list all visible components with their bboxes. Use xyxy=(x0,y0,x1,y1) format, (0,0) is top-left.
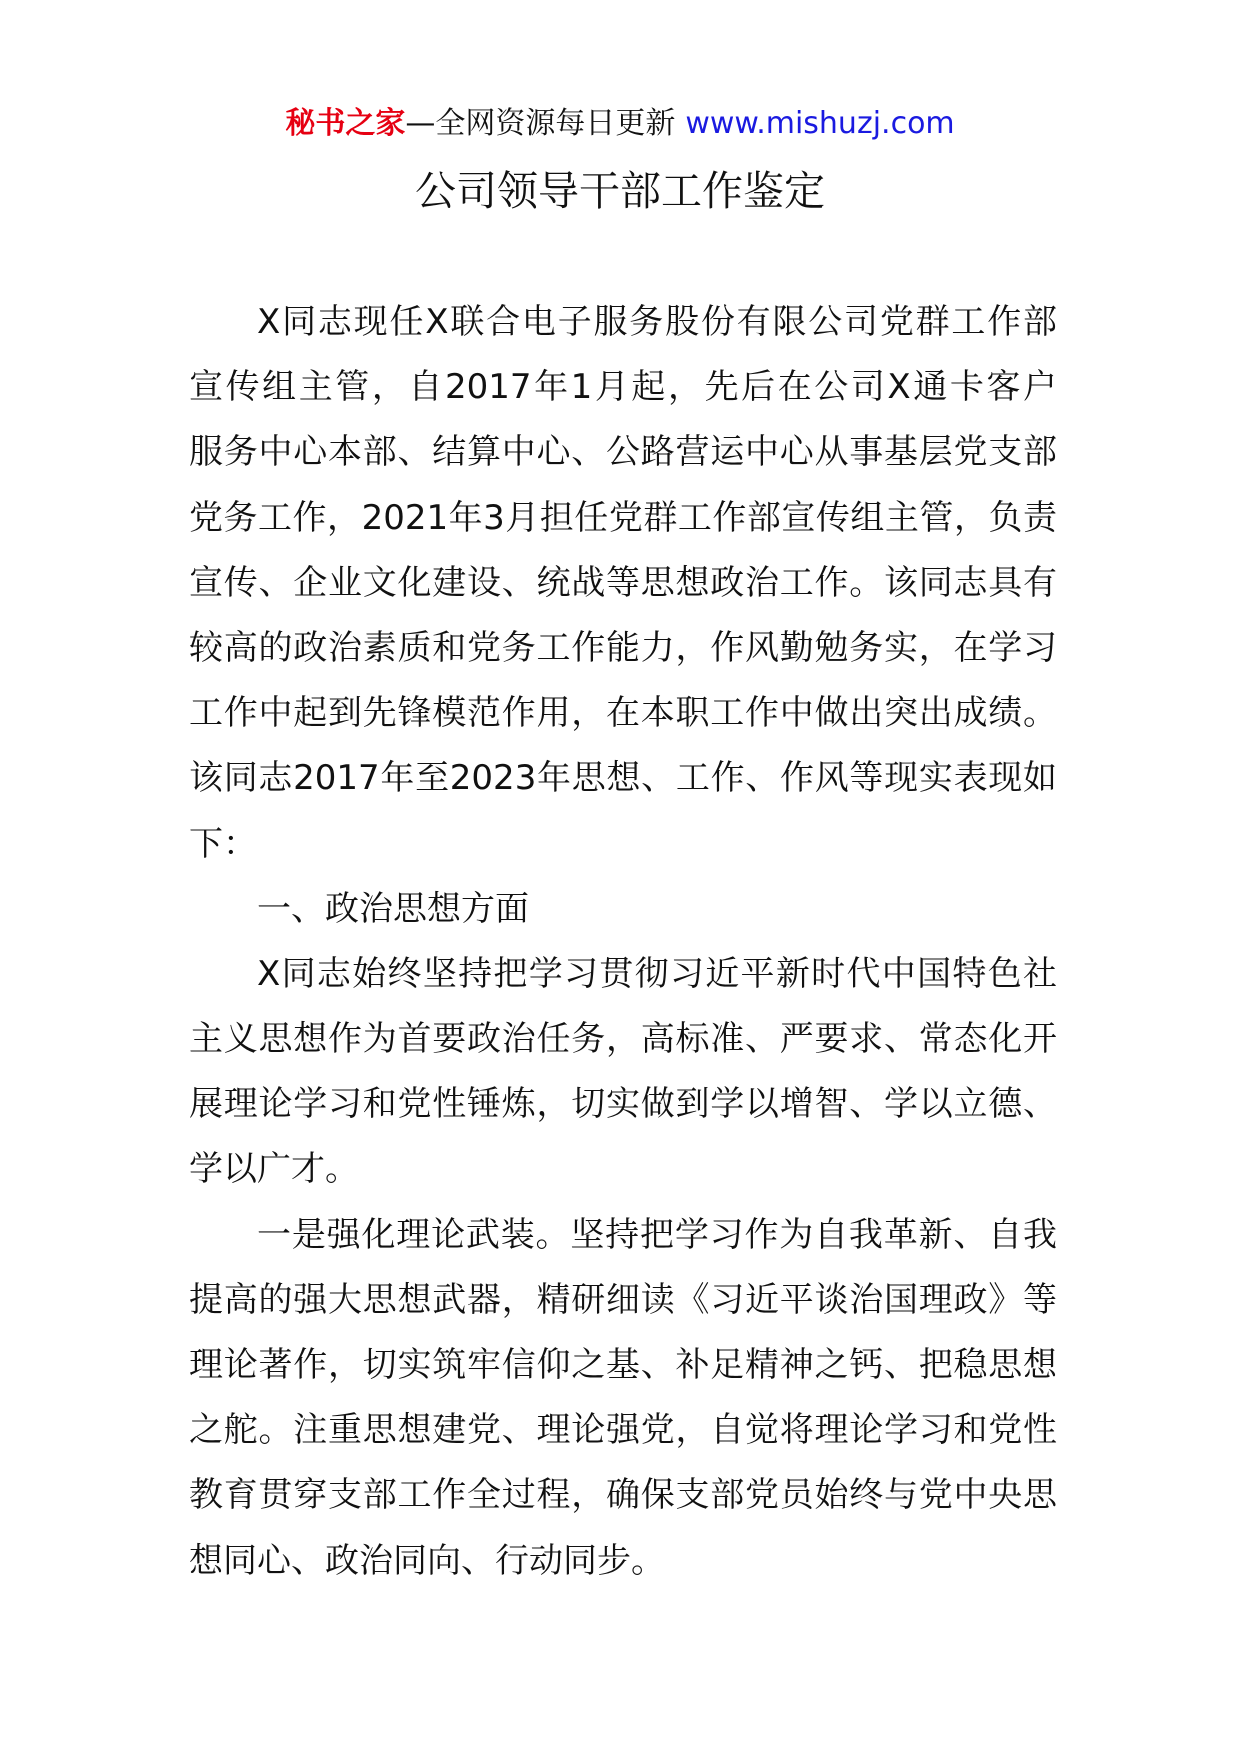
text-line: 宣传组主管，自2017年1月起，先后在公司X通卡客户 xyxy=(189,367,1057,408)
site-banner xyxy=(0,104,1240,144)
text-line: 提高的强大思想武器，精研细读《习近平谈治国理政》等 xyxy=(189,1279,1057,1320)
section-heading-text: 一、政治思想方面 xyxy=(257,888,529,929)
text-line: 宣传、企业文化建设、统战等思想政治工作。该同志具有 xyxy=(189,562,1057,603)
text-line: 党务工作，2021年3月担任党群工作部宣传组主管，负责 xyxy=(189,497,1057,538)
text-line: 理论著作，切实筑牢信仰之基、补足精神之钙、把稳思想 xyxy=(189,1345,1057,1385)
text-line: 学以广才。 xyxy=(189,1149,359,1190)
section-heading xyxy=(189,877,1057,942)
paragraph-intro xyxy=(189,290,1057,877)
text-line: 想同心、政治同向、行动同步。 xyxy=(189,1540,665,1581)
text-line: X同志现任X联合电子服务股份有限公司党群工作部 xyxy=(257,302,1057,342)
text-line: 之舵。注重思想建党、理论强党，自觉将理论学习和党性 xyxy=(189,1410,1057,1451)
text-line: 工作中起到先锋模范作用，在本职工作中做出突出成绩。 xyxy=(189,693,1057,734)
text-line: 下： xyxy=(189,823,257,864)
paragraph-political-thought xyxy=(189,942,1057,1203)
text-line: 较高的政治素质和党务工作能力，作风勤勉务实，在学习 xyxy=(189,627,1057,668)
text-line: 服务中心本部、结算中心、公路营运中心从事基层党支部 xyxy=(189,432,1057,473)
paragraph-theory xyxy=(189,1203,1057,1594)
document-body xyxy=(189,290,1057,1594)
site-url: www.mishuzj.com xyxy=(685,106,955,141)
site-brand: 秘书之家 xyxy=(285,106,406,141)
text-line: 教育贯穿支部工作全过程，确保支部党员始终与党中央思 xyxy=(189,1475,1057,1516)
text-line: 展理论学习和党性锤炼，切实做到学以增智、学以立德、 xyxy=(189,1084,1057,1125)
site-tagline: —全网资源每日更新 xyxy=(405,106,676,141)
page-title: 公司领导干部工作鉴定 xyxy=(415,167,825,215)
text-line: X同志始终坚持把学习贯彻习近平新时代中国特色社 xyxy=(257,953,1057,994)
text-line: 主义思想作为首要政治任务，高标准、严要求、常态化开 xyxy=(189,1019,1057,1060)
text-line: 该同志2017年至2023年思想、工作、作风等现实表现如 xyxy=(189,758,1057,799)
text-line: 一是强化理论武装。坚持把学习作为自我革新、自我 xyxy=(257,1214,1057,1255)
